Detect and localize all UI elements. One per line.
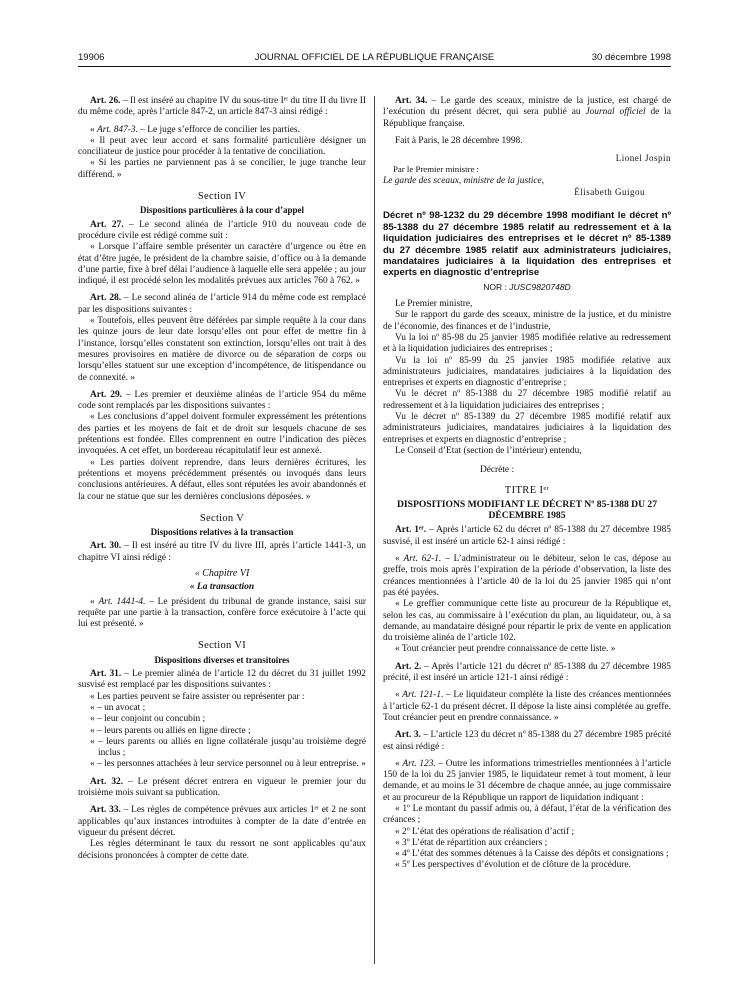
- section-subheading: Dispositions diverses et transitoires: [154, 654, 290, 665]
- quoted-paragraph: « Si les parties ne parviennent pas à se concilier, le juge tranche leur différend. »: [78, 158, 366, 180]
- article-34: Art. 34. – Le garde des sceaux, ministre de la justice, est chargé de l’exécution du présent décret, qui sera publié au Journal officiel de la République française.: [383, 96, 671, 129]
- par-le-premier-ministre: Par le Premier ministre :: [393, 164, 479, 175]
- right-column: [383, 96, 671, 872]
- decree-title: Décret nº 98-1232 du 29 décembre 1998 modifiant le décret nº 85-1388 du 27 décembre 1985 relatif au redressement et à la liquidation judiciaires des entreprises et le décret nº 85-1389 du 27 décembre 1985 relatif aux administrateurs judiciaires, mandataires judiciaires à la liquidation des entreprises et experts en diagnostic d’entreprise: [383, 210, 671, 279]
- preamble-line: Le Premier ministre,: [395, 299, 473, 310]
- page-header: [78, 52, 671, 66]
- article-1: Art. 1ᵉʳ. – Après l’article 62 du décret nº 85-1388 du 27 décembre 1985 susvisé, il est inséré un article 62-1 ainsi rédigé :: [383, 525, 671, 547]
- list-item: « 5º Les perspectives d’évolution et de clôture de la procédure.: [395, 860, 631, 871]
- section-heading: Section VI: [197, 640, 246, 652]
- section-subheading: Dispositions particulières à la cour d’appel: [140, 205, 304, 216]
- list-item: « 3º L’état de répartition aux créanciers ;: [395, 837, 548, 848]
- preamble-line: Vu la loi nº 85-99 du 25 janvier 1985 modifiée relative aux administrateurs judiciaires, mandataires judiciaires à la liquidation des entreprises et experts en diagnostic d’entreprise ;: [383, 355, 671, 389]
- article-30: Art. 30. – Il est inséré au titre IV du livre III, après l’article 1441-3, un chapitre VI ainsi rédigé :: [78, 541, 366, 563]
- section-heading: Section IV: [197, 191, 247, 203]
- nor-reference: NOR : JUSC9820748D: [483, 281, 571, 292]
- paragraph: Les règles déterminant le taux du ressort ne sont applicables qu’aux décisions prononcées à compter de cette date.: [78, 839, 366, 861]
- article-2: Art. 2. – Après l’article 121 du décret nº 85-1388 du 27 décembre 1985 précité, il est inséré un article 121-1 ainsi rédigé :: [383, 661, 671, 684]
- quoted-paragraph: « Toutefois, elles peuvent être déférées par simple requête à la cour dans les quinze jours de leur date lorsqu’elles ont pour effet de mettre fin à l’instance, lorsqu’elles constatent son extinction, lorsqu’elles ont trait à des mesures provisoires en matière de divorce ou de séparation de corps ou lorsqu’elles statuent sur une exception d’incompétence, de litispendance ou de connexité. »: [78, 316, 366, 383]
- preamble-line: Vu le décret nº 85-1389 du 27 décembre 1985 modifié relatif aux administrateurs judiciaires, mandataires judiciaires à la liquidation des entreprises et experts en diagnostic d’entreprise ;: [383, 412, 671, 445]
- article-31: Art. 31. – Le premier alinéa de l’article 12 du décret du 31 juillet 1992 susvisé est remplacé par les dispositions suivantes :: [78, 669, 366, 691]
- quoted-paragraph: « Les parties peuvent se faire assister ou représenter par :: [90, 691, 305, 702]
- journal-title: JOURNAL OFFICIEL DE LA RÉPUBLIQUE FRANÇAISE: [254, 52, 495, 63]
- page-number: 19906: [78, 52, 105, 63]
- quoted-paragraph: « Le greffier communique cette liste au procureur de la République et, selon les cas, au commissaire à l’exécution du plan, au liquidateur, ou, à sa demande, au mandataire désigné pour répartir le prix de vente en application du troisième alinéa de l’article 102.: [383, 599, 671, 644]
- article-29: Art. 29. – Les premier et deuxième alinéas de l’article 954 du même code sont remplacés par les dispositions suivantes :: [78, 389, 366, 412]
- chapter-title: « La transaction: [189, 582, 255, 593]
- preamble-line: Vu le décret nº 85-1388 du 27 décembre 1985 modifié relatif au redressement et à la liquidation judiciaires des entreprises ;: [383, 389, 671, 411]
- quoted-paragraph: « Il peut avec leur accord et sans formalité particulière désigner un conciliateur de justice pour procéder à la tentative de conciliation.: [78, 135, 366, 158]
- chapter-heading: « Chapitre VI: [194, 567, 250, 579]
- article-1441-4: « Art. 1441-4. – Le président du tribunal de grande instance, saisi sur requête par une partie à la transaction, confère force exécutoire à l’acte qui lui est présenté. »: [78, 596, 367, 630]
- issue-date: 30 décembre 1998: [591, 52, 671, 63]
- quoted-paragraph: « Tout créancier peut prendre connaissance de cette liste. »: [395, 644, 616, 655]
- article-847-3: « Art. 847-3. – Le juge s’efforce de concilier les parties.: [90, 124, 300, 135]
- article-3: Art. 3. – L’article 123 du décret nº 85-1388 du 27 décembre 1985 précité est ainsi rédigé :: [383, 730, 671, 752]
- article-123: « Art. 123. – Outre les informations trimestrielles mentionnées à l’article 150 de la loi du 25 janvier 1985, le liquidateur remet à tout moment, à leur demande, et au moins le 31 décembre de chaque année, au juge commissaire et au procureur de la République un rapport de liquidation indiquant :: [383, 758, 672, 803]
- article-121-1: « Art. 121-1. – Le liquidateur complète la liste des créances mentionnées à l’article 62-1 du présent décret. Il dépose la liste ainsi complétée au greffe. Tout créancier peut en prendre connaissance. »: [383, 690, 671, 723]
- article-26: Art. 26. – Il est inséré au chapitre IV du sous-titre Iᵉʳ du titre II du livre II du même code, après l’article 847-2, un article 847-3 ainsi rédigé :: [78, 96, 366, 118]
- preamble-line: Le Conseil d’Etat (section de l’intérieur) entendu,: [395, 445, 582, 456]
- fait-a-paris: Fait à Paris, le 28 décembre 1998.: [395, 135, 523, 146]
- preamble-line: Sur le rapport du garde des sceaux, ministre de la justice, et du ministre de l’économie, des finances et de l’industrie,: [383, 310, 671, 332]
- titre-heading: TITRE Iᵉʳ: [504, 484, 550, 496]
- preamble-line: Vu la loi nº 85-98 du 25 janvier 1985 modifiée relative au redressement et à la liquidation judiciaires des entreprises ;: [383, 333, 671, 355]
- list-item: « – un avocat ;: [90, 702, 146, 713]
- article-28: Art. 28. – Le second alinéa de l’article 914 du même code est remplacé par les dispositions suivantes :: [78, 293, 366, 315]
- list-item: « – les personnes attachées à leur service personnel ou à leur entreprise. »: [90, 759, 366, 770]
- article-33: Art. 33. – Les règles de compétence prévues aux articles 1ᵉʳ et 2 ne sont applicables qu’aux instances introduites à compter de la date d’entrée en vigueur du présent décret.: [78, 805, 366, 838]
- list-item: « – leurs parents ou alliés en ligne collatérale jusqu’au troisième degré inclus ;: [90, 736, 366, 759]
- header-rule: [78, 66, 671, 67]
- list-item: « – leur conjoint ou concubin ;: [90, 714, 206, 725]
- quoted-paragraph: « Les conclusions d’appel doivent formuler expressément les prétentions des parties et les moyens de fait et de droit sur lesquels chacune de ses prétentions est fondée. Elles comprennent en outre l’indication des pièces invoquées. A cet effet, un bordereau récapitulatif leur est annexé.: [78, 412, 366, 457]
- titre-subheading: DISPOSITIONS MODIFIANT LE DÉCRET Nº 85-1388 DU 27 DÉCEMBRE 1985: [396, 498, 658, 522]
- quoted-paragraph: « Les parties doivent reprendre, dans leurs dernières écritures, les prétentions et moyens précédemment présentés ou invoqués dans leurs conclusions antérieures. A défaut, elles sont réputées les avoir abandonnés et la cour ne statue que sur les dernières conclusions déposées. »: [78, 457, 366, 502]
- section-subheading: Dispositions relatives à la transaction: [150, 527, 294, 538]
- section-heading: Section V: [199, 512, 245, 524]
- signatory: Élisabeth Guigou: [574, 187, 645, 198]
- article-27: Art. 27. – Le second alinéa de l’article 910 du nouveau code de procédure civile est rédigé comme suit :: [78, 219, 366, 241]
- list-item: « – leurs parents ou alliés en ligne directe ;: [90, 725, 251, 736]
- article-32: Art. 32. – Le présent décret entrera en vigueur le premier jour du troisième mois suivant sa publication.: [78, 776, 366, 799]
- garde-des-sceaux: Le garde des sceaux, ministre de la justice,: [383, 175, 544, 186]
- quoted-paragraph: « Lorsque l’affaire semble présenter un caractère d’urgence ou être en état d’être jugée, le président de la chambre saisie, d’office ou à la demande d’une partie, fixe à bref délai l’audience à laquelle elle sera appelée ; au jour indiqué, il est procédé selon les modalités prévues aux articles 760 à 762. »: [78, 242, 366, 287]
- signatory: Lionel Jospin: [615, 153, 671, 164]
- article-62-1: « Art. 62-1. – L’administrateur ou le débiteur, selon le cas, dépose au greffe, trois mois après l’expiration de la période d’observation, la liste des créances mentionnées à l’article 40 de la loi du 25 janvier 1985 qui n’ont pas été payées.: [383, 554, 672, 598]
- list-item: « 4º L’état des sommes détenues à la Caisse des dépôts et consignations ;: [395, 849, 669, 860]
- left-column: [78, 96, 366, 862]
- list-item: « 2º L’état des opérations de réalisation d’actif ;: [395, 826, 575, 837]
- list-item: « 1º Le montant du passif admis ou, à défaut, l’état de la vérification des créances ;: [383, 803, 671, 826]
- decrete: Décrète :: [479, 465, 515, 476]
- column-divider: [374, 96, 375, 964]
